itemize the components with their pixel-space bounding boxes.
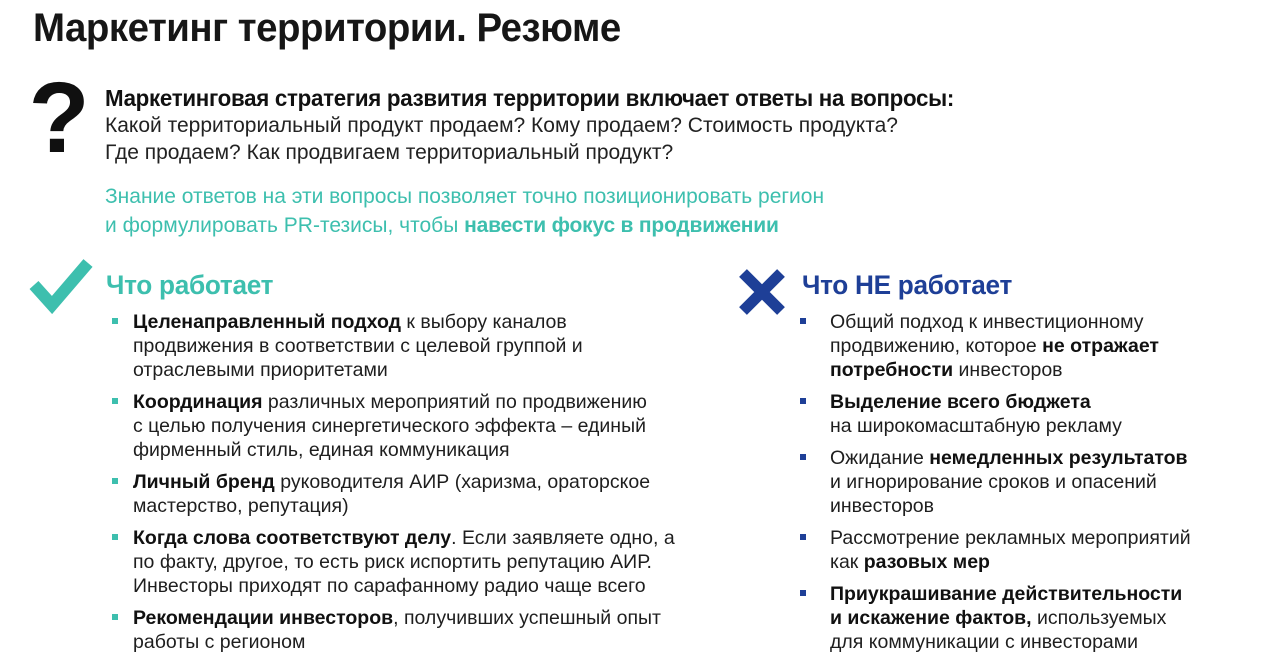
intro-note — [105, 182, 824, 240]
bullet-marker — [112, 534, 118, 540]
checkmark-icon — [28, 258, 94, 319]
list-item — [112, 310, 727, 382]
bullet-marker — [800, 454, 806, 460]
bullet-text: Координация различных мероприятий по продвижению с целью получения синергетического эффекта – единый фирменный стиль, единая коммуникация — [133, 391, 647, 461]
x-cross-icon — [738, 268, 786, 321]
list-item — [800, 390, 1245, 438]
bullet-text: Рекомендации инвесторов, получивших успешный опыт работы с регионом — [133, 607, 661, 653]
note-line-1: Знание ответов на эти вопросы позволяет точно позиционировать регион — [105, 185, 825, 208]
bullet-marker — [112, 398, 118, 404]
note-line-2: и формулировать PR-тезисы, чтобы — [105, 214, 465, 237]
list-item — [112, 470, 727, 518]
bullet-text: Личный бренд руководителя АИР (харизма, ораторское мастерство, репутация) — [133, 471, 651, 517]
list-item — [800, 310, 1245, 382]
list-item — [800, 446, 1245, 518]
list-item — [112, 390, 727, 462]
bullet-marker — [112, 478, 118, 484]
note-line-2-bold: навести фокус в продвижении — [464, 214, 779, 237]
bullet-text: Приукрашивание действительности и искажение фактов, используемых для коммуникации с инвесторами — [830, 583, 1183, 653]
bullet-text: Выделение всего бюджета на широкомасштабную рекламу — [830, 391, 1122, 437]
question-mark-icon: ? — [28, 62, 90, 174]
bullet-marker — [112, 614, 118, 620]
intro-section — [105, 84, 1245, 166]
bullet-text: Когда слова соответствуют делу. Если заявляете одно, а по факту, другое, то есть риск испортить репутацию АИР. Инвесторы приходят по сарафанному радио чаще всего — [133, 527, 675, 597]
fails-list — [800, 310, 1245, 658]
works-heading: Что работает — [106, 270, 274, 300]
fails-heading: Что НЕ работает — [802, 270, 1012, 300]
bullet-text: Целенаправленный подход к выбору каналов продвижения в соответствии с целевой группой и отраслевыми приоритетами — [133, 311, 583, 381]
bullet-text: Рассмотрение рекламных мероприятий как разовых мер — [830, 527, 1191, 573]
bullet-marker — [800, 398, 806, 404]
list-item — [800, 526, 1245, 574]
list-item — [112, 606, 727, 654]
intro-question-line-2: Где продаем? Как продвигаем территориальный продукт? — [105, 141, 674, 164]
list-item — [112, 526, 727, 598]
works-list — [112, 310, 727, 658]
bullet-text: Общий подход к инвестиционному продвижению, которое не отражает потребности инвесторов — [830, 311, 1159, 381]
intro-heading: Маркетинговая стратегия развития территории включает ответы на вопросы: — [105, 85, 955, 111]
page-title: Маркетинг территории. Резюме — [33, 6, 621, 50]
bullet-marker — [800, 318, 806, 324]
list-item — [800, 582, 1245, 654]
intro-question-line-1: Какой территориальный продукт продаем? Кому продаем? Стоимость продукта? — [105, 114, 898, 137]
bullet-text: Ожидание немедленных результатов и игнорирование сроков и опасений инвесторов — [830, 447, 1188, 517]
bullet-marker — [800, 534, 806, 540]
bullet-marker — [800, 590, 806, 596]
bullet-marker — [112, 318, 118, 324]
